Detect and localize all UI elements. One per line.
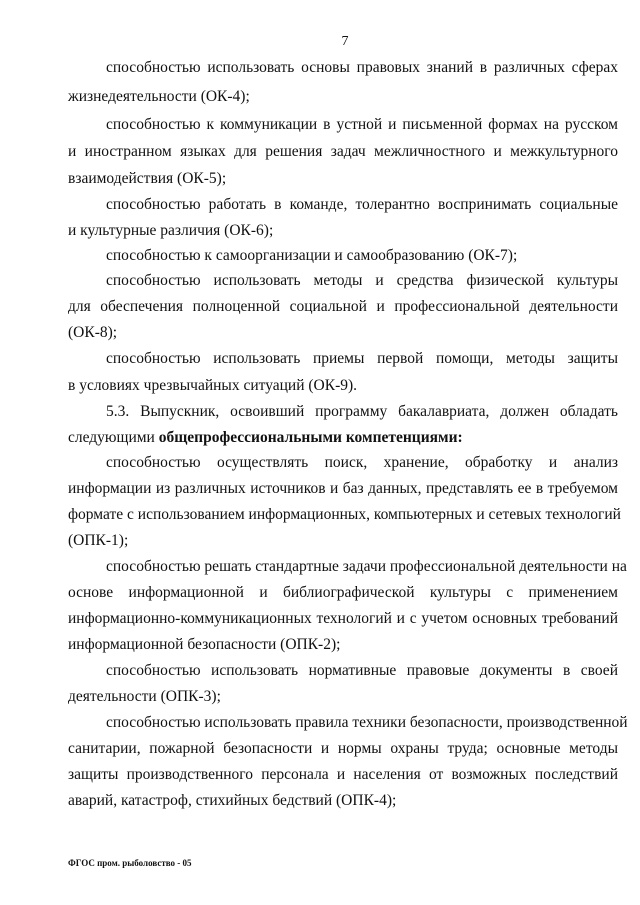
text-line: способностью к коммуникации в устной и письменной формах на русском (106, 116, 618, 133)
text-line: взаимодействия (ОК-5); (68, 170, 227, 187)
footer-note: ФГОС пром. рыболовство - 05 (68, 858, 192, 868)
text-line: аварий, катастроф, стихийных бедствий (ОПК-4); (68, 792, 397, 809)
text-line: формате с использованием информационных, компьютерных и сетевых технологий (68, 506, 621, 523)
text-line: способностью использовать нормативные правовые документы в своей (106, 662, 618, 679)
text-line: и иностранном языках для решения задач межличностного и межкультурного (68, 143, 618, 160)
text-line (68, 428, 618, 448)
text-line: способностью работать в команде, толерантно воспринимать социальные (106, 196, 618, 213)
text-line: способностью использовать приемы первой помощи, методы защиты (106, 350, 618, 367)
text-line: и культурные различия (ОК-6); (68, 222, 274, 239)
text-run: следующими (68, 429, 159, 446)
text-line: жизнедеятельности (ОК-4); (68, 88, 250, 105)
text-line: основе информационной и библиографической культуры с применением (68, 584, 618, 601)
text-line: в условиях чрезвычайных ситуаций (ОК-9). (68, 377, 358, 394)
text-line: информационной безопасности (ОПК-2); (68, 636, 341, 653)
text-line: информационно-коммуникационных технологий и с учетом основных требований (68, 610, 618, 627)
text-line: способностью использовать правила техники безопасности, производственной (106, 714, 628, 731)
text-line: информации из различных источников и баз данных, представлять ее в требуемом (68, 480, 618, 497)
text-line: способностью к самоорганизации и самообразованию (ОК-7); (106, 247, 518, 264)
text-line: способностью использовать основы правовых знаний в различных сферах (106, 59, 618, 76)
text-line: способностью использовать методы и средства физической культуры (106, 272, 618, 289)
text-line: санитарии, пожарной безопасности и нормы охраны труда; основные методы (68, 740, 618, 757)
page-number: 7 (341, 34, 349, 49)
text-line: для обеспечения полноценной социальной и профессиональной деятельности (68, 298, 618, 315)
text-line: способностью осуществлять поиск, хранение, обработку и анализ (106, 454, 618, 471)
text-line: деятельности (ОПК-3); (68, 688, 221, 705)
text-line: (ОК-8); (68, 324, 118, 341)
text-line: защиты производственного персонала и населения от возможных последствий (68, 766, 618, 783)
text-line: способностью решать стандартные задачи профессиональной деятельности на (106, 558, 627, 575)
text-line: (ОПК-1); (68, 532, 129, 549)
section-heading-line: 5.3. Выпускник, освоивший программу бакалавриата, должен обладать (106, 403, 618, 420)
competencies-heading: общепрофессиональными компетенциями: (158, 429, 463, 446)
